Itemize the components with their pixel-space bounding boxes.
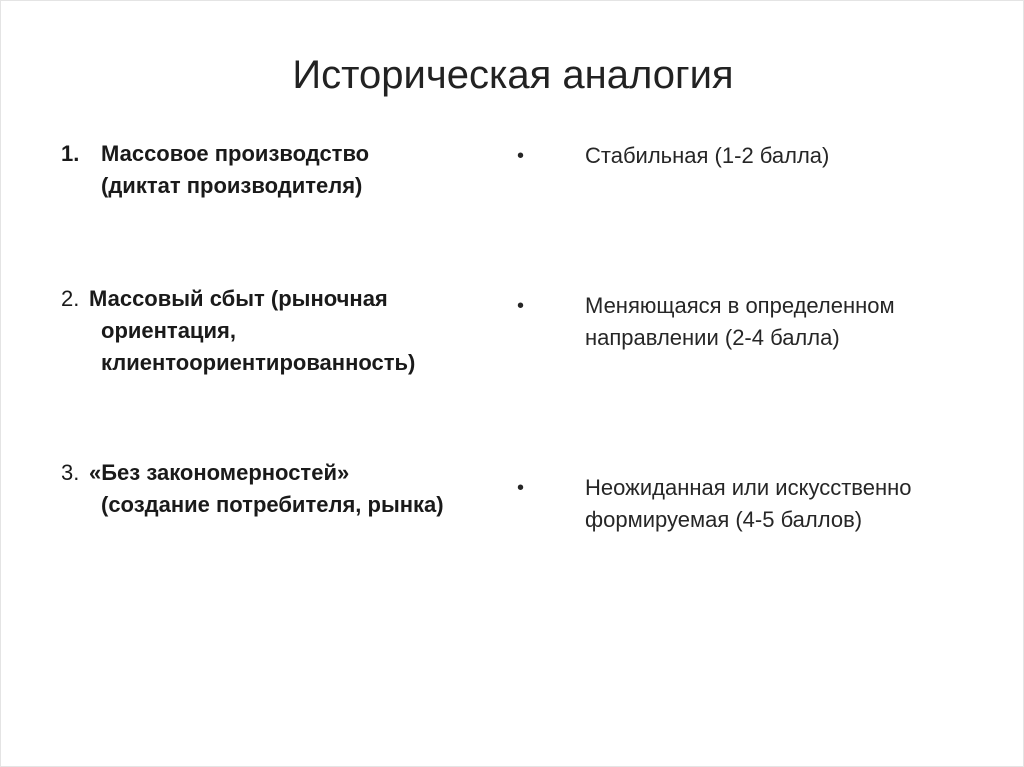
bullet-icon: • [517, 477, 525, 499]
item-line: «Без закономерностей» [89, 460, 350, 485]
item-line: ориентация, [101, 318, 236, 343]
item-line: Массовый сбыт (рыночная [89, 286, 388, 311]
item-line: формируемая (4-5 баллов) [585, 507, 863, 532]
right-item-2 [517, 290, 895, 354]
item-line: (создание потребителя, рынка) [101, 492, 444, 517]
item-line: клиентоориентированность) [101, 350, 416, 375]
right-item-1 [517, 140, 829, 172]
item-line: Стабильная (1-2 балла) [585, 143, 830, 168]
item-line: Меняющаяся в определенном [585, 293, 895, 318]
item-line: Неожиданная или искусственно [585, 475, 912, 500]
item-number: 3. [61, 460, 80, 485]
right-item-text [585, 472, 911, 536]
left-item-3 [61, 457, 444, 521]
bullet-icon: • [517, 145, 525, 167]
item-line: Массовое производство [101, 141, 370, 166]
item-text [89, 283, 416, 379]
left-item-2 [61, 283, 415, 379]
right-item-text [585, 140, 829, 172]
item-number: 2. [61, 286, 80, 311]
item-line: направлении (2-4 балла) [585, 325, 840, 350]
slide-title: Историческая аналогия [292, 53, 734, 97]
item-line: (диктат производителя) [101, 173, 363, 198]
item-number: 1. [61, 141, 80, 166]
item-text [101, 138, 369, 202]
item-text [89, 457, 444, 521]
right-item-text [585, 290, 895, 354]
bullet-icon: • [517, 295, 525, 317]
right-item-3 [517, 472, 911, 536]
left-item-1 [61, 138, 369, 202]
